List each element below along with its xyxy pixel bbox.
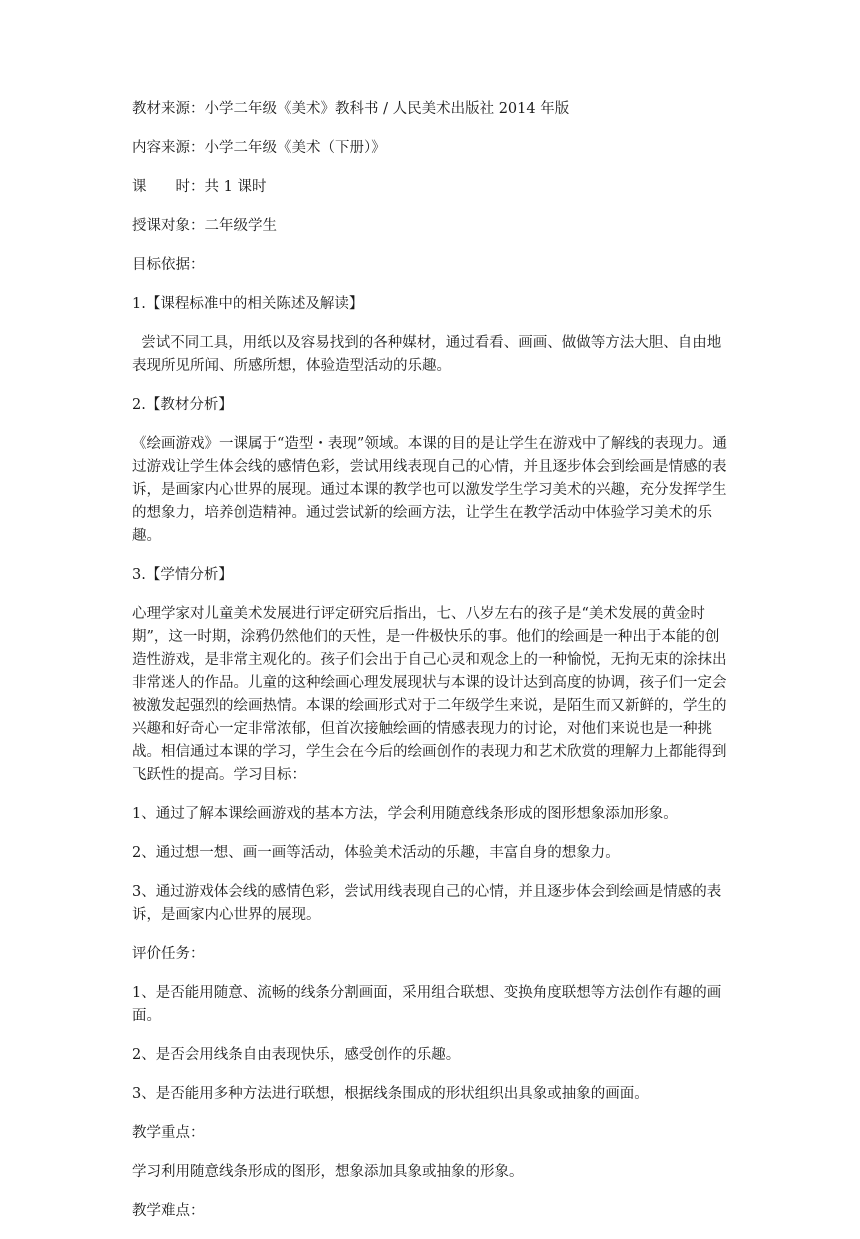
class-hours-line: 课 时：共 1 课时 — [132, 179, 267, 195]
learner-analysis-text: 心理学家对儿童美术发展进行评定研究后指出，七、八岁左右的孩子是“美术发展的黄金时期”，这一时期，涂鸦仍然他们的天性，是一件极快乐的事。他们的绘画是一种出于本能的创造性游戏，是非常主观化的。孩子们会出于自己心灵和观念上的一种愉悦，无拘无束的涂抹出非常迷人的作品。儿童的这种绘画心理发展现状与本课的设计达到高度的协调，孩子们一定会被激发起强烈的绘画热情。本课的绘画形式对于二年级学生来说，是陌生而又新鲜的，学生的兴趣和好奇心一定非常浓郁，但首次接触绘画的情感表现力的讨论，对他们来说也是一种挑战。相信通过本课的学习，学生会在今后的绘画创作的表现力和艺术欣赏的理解力上都能得到飞跃性的提高。学习目标： — [132, 606, 727, 783]
key-point-heading: 教学重点： — [132, 1125, 205, 1141]
learning-goal-2: 2、通过想一想、画一画等活动，体验美术活动的乐趣，丰富自身的想象力。 — [132, 845, 620, 861]
textbook-analysis-text: 《绘画游戏》一课属于“造型・表现”领域。本课的目的是让学生在游戏中了解线的表现力。通过游戏让学生体会线的感情色彩，尝试用线表现自己的心情，并且逐步体会到绘画是情感的表诉，是画家内心世界的展现。通过本课的教学也可以激发学生学习美术的兴趣，充分发挥学生的想象力，培养创造精神。通过尝试新的绘画方法，让学生在教学活动中体验学习美术的乐趣。 — [132, 436, 727, 544]
textbook-source-line: 教材来源：小学二年级《美术》教科书 / 人民美术出版社 2014 年版 — [132, 101, 570, 117]
assessment-item-3: 3、是否能用多种方法进行联想，根据线条围成的形状组织出具象或抽象的画面。 — [132, 1086, 649, 1102]
difficulty-heading: 教学难点： — [132, 1203, 205, 1219]
assessment-heading: 评价任务： — [132, 946, 205, 962]
learning-goal-1: 1、通过了解本课绘画游戏的基本方法，学会利用随意线条形成的图形想象添加形象。 — [132, 806, 678, 822]
document-page — [132, 98, 732, 1239]
learning-goal-3: 3、通过游戏体会线的感情色彩，尝试用线表现自己的心情，并且逐步体会到绘画是情感的表诉，是画家内心世界的展现。 — [132, 884, 722, 923]
curriculum-standard-heading: 1.【课程标准中的相关陈述及解读】 — [132, 296, 364, 312]
goal-basis-heading: 目标依据： — [132, 257, 205, 273]
textbook-analysis-heading: 2.【教材分析】 — [132, 397, 233, 413]
assessment-item-2: 2、是否会用线条自由表现快乐，感受创作的乐趣。 — [132, 1047, 461, 1063]
content-source-line: 内容来源：小学二年级《美术（下册）》 — [132, 140, 386, 156]
key-point-text: 学习利用随意线条形成的图形，想象添加具象或抽象的形象。 — [132, 1164, 524, 1180]
audience-line: 授课对象：二年级学生 — [132, 218, 277, 234]
assessment-item-1: 1、是否能用随意、流畅的线条分割画面，采用组合联想、变换角度联想等方法创作有趣的画面。 — [132, 985, 722, 1024]
learner-analysis-heading: 3.【学情分析】 — [132, 567, 233, 583]
curriculum-standard-text: 尝试不同工具，用纸以及容易找到的各种媒材，通过看看、画画、做做等方法大胆、自由地表现所见所闻、所感所想，体验造型活动的乐趣。 — [132, 335, 722, 374]
